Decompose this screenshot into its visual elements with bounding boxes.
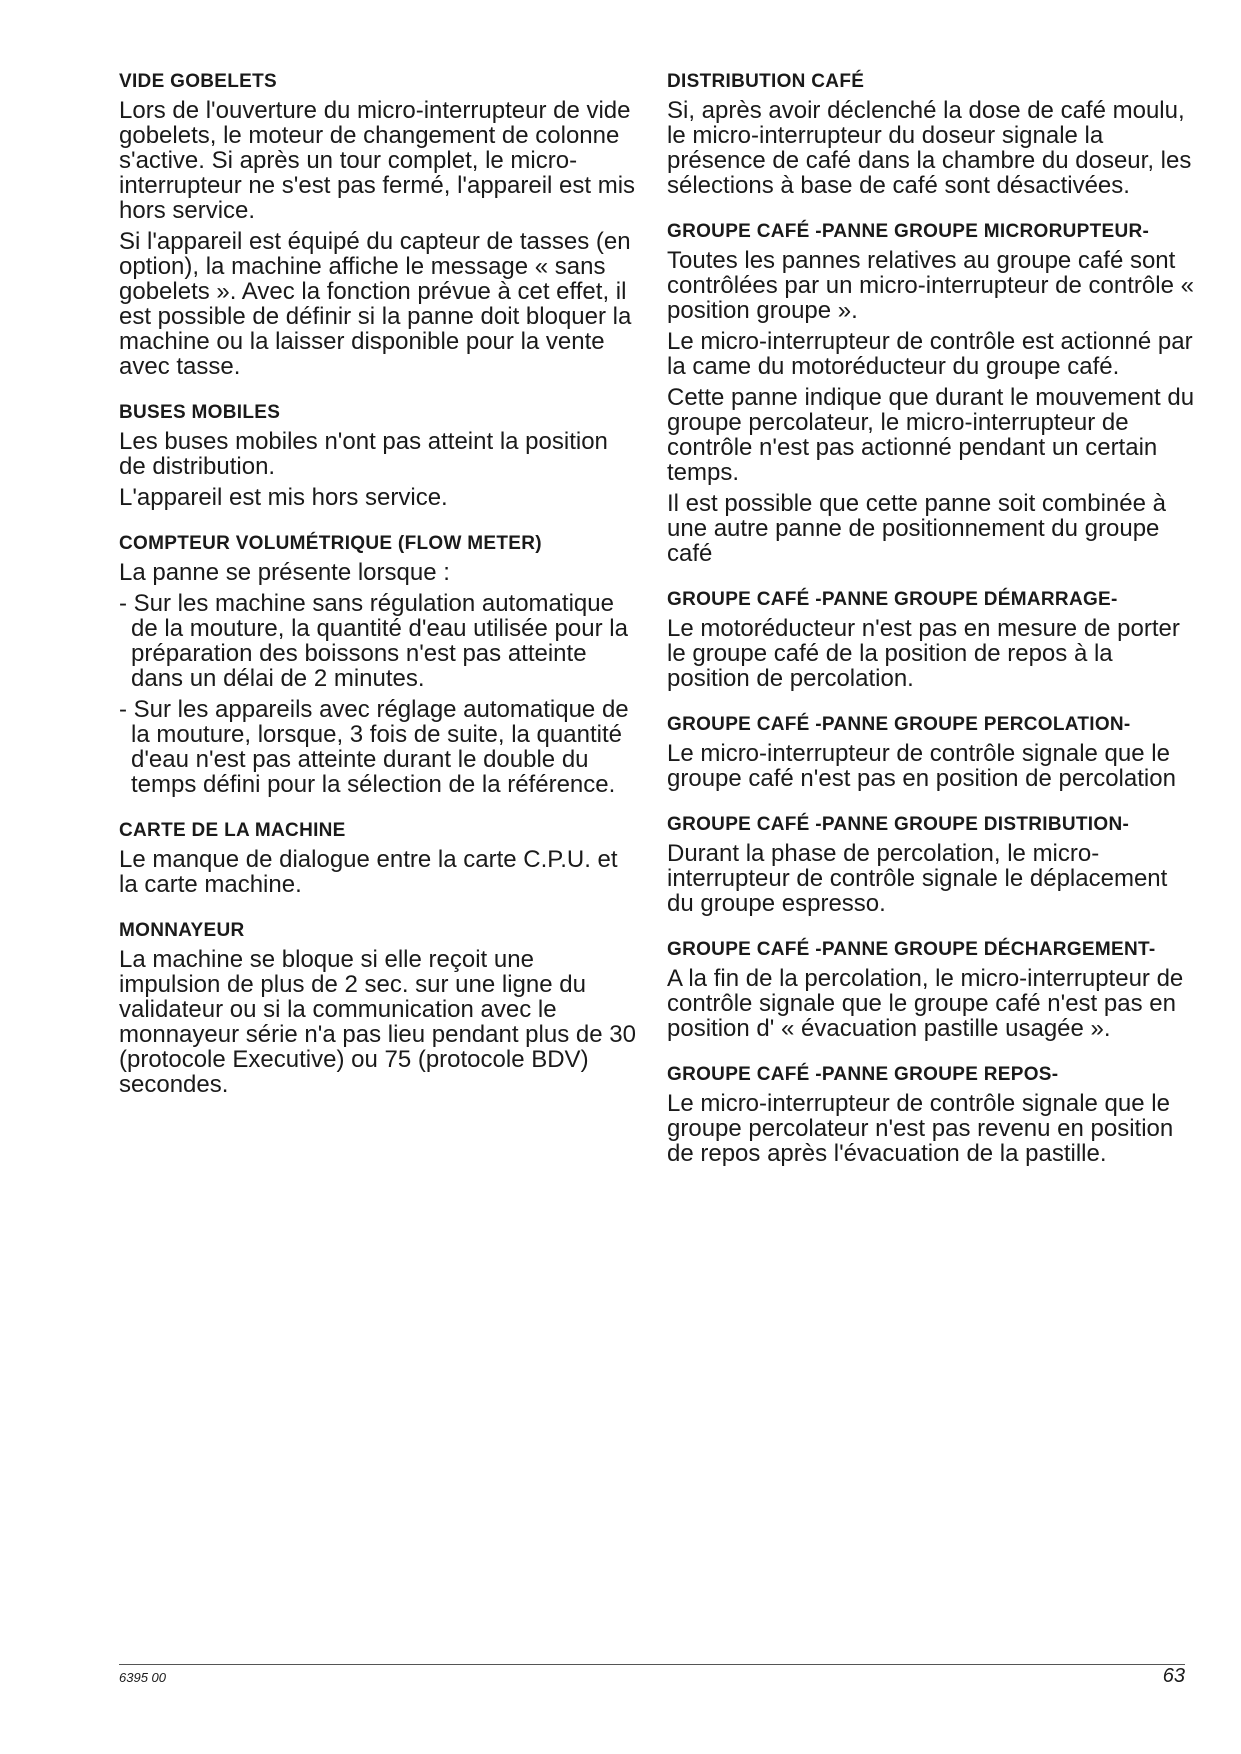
section-paragraph: L'appareil est mis hors service. — [119, 484, 448, 511]
section-distribution-cafe — [667, 70, 1197, 198]
section-heading: GROUPE CAFÉ -PANNE GROUPE MICRORUPTEUR- — [667, 221, 1150, 242]
section-heading: BUSES MOBILES — [119, 402, 281, 423]
document-code: 6395 00 — [119, 1670, 166, 1685]
section-paragraph: Il est possible que cette panne soit combinée à une autre panne de positionnement du groupe café — [667, 490, 1166, 567]
section-vide-gobelets — [119, 70, 639, 379]
section-paragraph: Toutes les pannes relatives au groupe café sont contrôlées par un micro-interrupteur de contrôle « position groupe ». — [667, 247, 1194, 324]
section-carte-machine — [119, 819, 639, 897]
section-paragraph: Lors de l'ouverture du micro-interrupteur de vide gobelets, le moteur de changement de colonne s'active. Si après un tour complet, le micro-interrupteur ne s'est pas fermé, l'appareil est mis hors service. — [119, 97, 636, 224]
section-paragraph: A la fin de la percolation, le micro-interrupteur de contrôle signale que le groupe café n'est pas en position d' « évacuation pastille usagée ». — [667, 965, 1184, 1042]
section-heading: CARTE DE LA MACHINE — [119, 820, 346, 841]
section-panne-percolation — [667, 713, 1197, 791]
section-heading: DISTRIBUTION CAFÉ — [667, 71, 865, 92]
section-heading: GROUPE CAFÉ -PANNE GROUPE REPOS- — [667, 1064, 1059, 1085]
section-heading: VIDE GOBELETS — [119, 71, 278, 92]
section-monnayeur — [119, 919, 639, 1097]
section-buses-mobiles — [119, 401, 639, 510]
section-heading: MONNAYEUR — [119, 920, 245, 941]
right-column — [667, 70, 1197, 1188]
page-number: 63 — [1162, 1665, 1185, 1687]
section-panne-demarrage — [667, 588, 1197, 691]
section-paragraph: Si l'appareil est équipé du capteur de tasses (en option), la machine affiche le message « sans gobelets ». Avec la fonction prévue à cet effet, il est possible de définir si la panne doit bloquer la machine ou la laisser disponible pour la vente avec tasse. — [119, 228, 632, 380]
footer-divider — [119, 1664, 1185, 1665]
section-panne-repos — [667, 1063, 1197, 1166]
section-paragraph: La panne se présente lorsque : — [119, 559, 450, 586]
section-heading: COMPTEUR VOLUMÉTRIQUE (FLOW METER) — [119, 533, 542, 554]
list-item: - Sur les machine sans régulation automatique de la mouture, la quantité d'eau utilisée pour la préparation des boissons n'est pas atteinte dans un délai de 2 minutes. — [119, 590, 628, 692]
list-item: - Sur les appareils avec réglage automatique de la mouture, lorsque, 3 fois de suite, la quantité d'eau n'est pas atteinte durant le double du temps défini pour la sélection de la référence. — [119, 696, 629, 798]
section-paragraph: Si, après avoir déclenché la dose de café moulu, le micro-interrupteur du doseur signale la présence de café dans la chambre du doseur, les sélections à base de café sont désactivées. — [667, 97, 1192, 199]
left-column — [119, 70, 639, 1119]
section-paragraph: Le motoréducteur n'est pas en mesure de porter le groupe café de la position de repos à la position de percolation. — [667, 615, 1180, 692]
section-paragraph: Durant la phase de percolation, le micro-interrupteur de contrôle signale le déplacement du groupe espresso. — [667, 840, 1168, 917]
section-paragraph: Le manque de dialogue entre la carte C.P.U. et la carte machine. — [119, 846, 618, 898]
section-heading: GROUPE CAFÉ -PANNE GROUPE DÉCHARGEMENT- — [667, 939, 1156, 960]
section-heading: GROUPE CAFÉ -PANNE GROUPE DISTRIBUTION- — [667, 814, 1130, 835]
section-heading: GROUPE CAFÉ -PANNE GROUPE PERCOLATION- — [667, 714, 1131, 735]
section-panne-dechargement — [667, 938, 1197, 1041]
section-paragraph: Le micro-interrupteur de contrôle est actionné par la came du motoréducteur du groupe café. — [667, 328, 1193, 380]
section-paragraph: Le micro-interrupteur de contrôle signale que le groupe percolateur n'est pas revenu en position de repos après l'évacuation de la pastille. — [667, 1090, 1174, 1167]
section-heading: GROUPE CAFÉ -PANNE GROUPE DÉMARRAGE- — [667, 589, 1118, 610]
section-compteur-volumetrique — [119, 532, 639, 797]
section-panne-microrupteur — [667, 220, 1197, 566]
section-paragraph: Cette panne indique que durant le mouvement du groupe percolateur, le micro-interrupteur de contrôle n'est pas actionné pendant un certain temps. — [667, 384, 1195, 486]
section-paragraph: La machine se bloque si elle reçoit une impulsion de plus de 2 sec. sur une ligne du validateur ou si la communication avec le monnayeur série n'a pas lieu pendant plus de 30 (protocole Executive) ou 75 (protocole BDV) secondes. — [119, 946, 636, 1098]
section-paragraph: Le micro-interrupteur de contrôle signale que le groupe café n'est pas en position de percolation — [667, 740, 1176, 792]
section-panne-distribution — [667, 813, 1197, 916]
section-paragraph: Les buses mobiles n'ont pas atteint la position de distribution. — [119, 428, 608, 480]
